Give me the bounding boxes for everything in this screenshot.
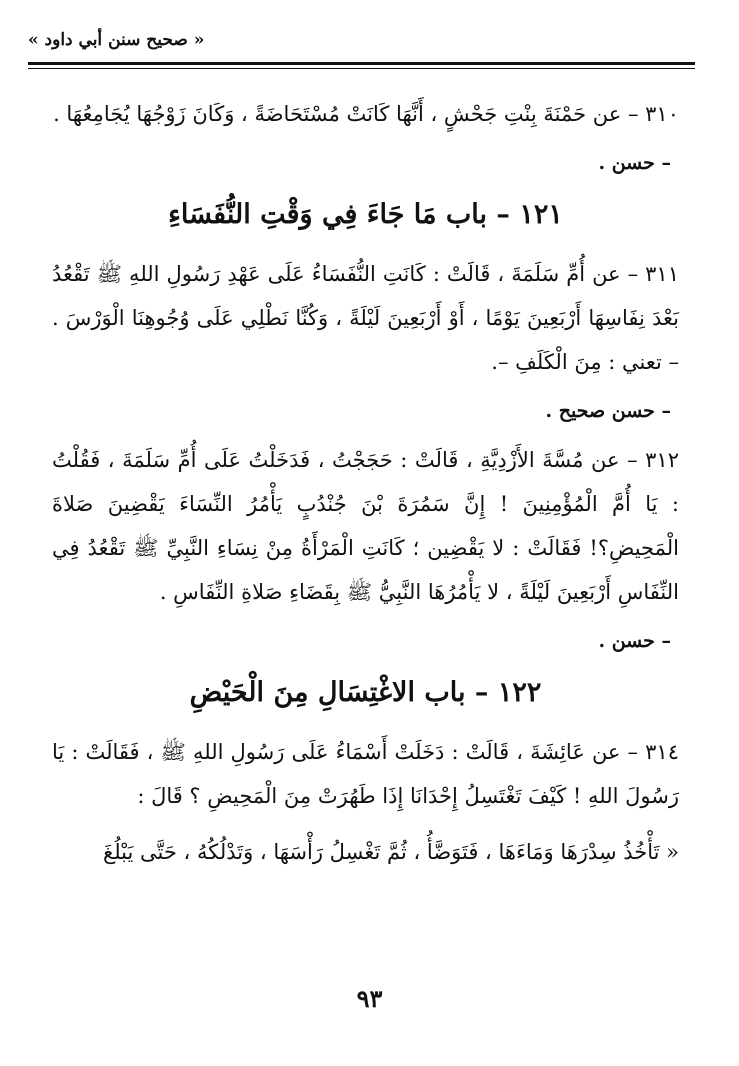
hadith-312-grade: – حسن . xyxy=(598,630,671,652)
hadith-312-text: ٣١٢ – عن مُسَّةَ الأَزْدِيَّةِ ، قَالَتْ : حَجَجْتُ ، فَدَخَلْتُ عَلَى أُمِّ سَلَمَةَ ، فَقُلْتُ : يَا أُمَّ الْمُؤْمِنِينَ ! إِنَّ سَمُرَةَ بْنَ جُنْدُبٍ يَأْمُرُ النِّسَاءَ يَقْضِينَ صَلاةَ الْمَحِيضِ؟! فَقَالَتْ : لا يَقْضِين ؛ كَانَتِ الْمَرْأَةُ مِنْ نِسَاءِ النَّبِيِّ ﷺ تَقْعُدُ فِي النِّفَاسِ أَرْبَعِينَ لَيْلَةً ، لا يَأْمُرُهَا النَّبِيُّ ﷺ بِقَضَاءِ صَلاةِ النِّفَاسِ . xyxy=(52,448,679,604)
hadith-310-text: ٣١٠ – عن حَمْنَةَ بِنْتِ جَحْشٍ ، أَنَّهَا كَانَتْ مُسْتَحَاضَةً ، وَكَانَ زَوْجُهَا يُجَامِعُهَا . xyxy=(53,102,679,126)
hadith-310-grade: – حسن . xyxy=(598,152,671,174)
page-number: ٩٣ xyxy=(356,984,383,1013)
hadith-311-grade: – حسن صحيح . xyxy=(545,400,671,422)
header-rule-thin xyxy=(28,68,695,69)
chapter-121-heading: ١٢١ – باب مَا جَاءَ فِي وَقْتِ النُّفَسَاءِ xyxy=(168,199,563,230)
header-rule-thick xyxy=(28,62,695,65)
hadith-314-text: ٣١٤ – عن عَائِشَةَ ، قَالَتْ : دَخَلَتْ أَسْمَاءُ عَلَى رَسُولِ اللهِ ﷺ ، فَقَالَتْ : يَا رَسُولَ اللهِ ! كَيْفَ تَغْتَسِلُ إِحْدَانَا إِذَا طَهُرَتْ مِنَ الْمَحِيضِ ؟ قَالَ : xyxy=(52,740,679,808)
hadith-311-text: ٣١١ – عن أُمِّ سَلَمَةَ ، قَالَتْ : كَانَتِ النُّفَسَاءُ عَلَى عَهْدِ رَسُولِ اللهِ ﷺ تَقْعُدُ بَعْدَ نِفَاسِهَا أَرْبَعِينَ يَوْمًا ، أَوْ أَرْبَعِينَ لَيْلَةً ، وَكُنَّا نَطْلِي عَلَى وُجُوهِنَا الْوَرْسَ . – تعني : مِنَ الْكَلَفِ –. xyxy=(52,262,679,374)
hadith-314-continuation: « تَأْخُذُ سِدْرَهَا وَمَاءَهَا ، فَتَوَضَّأُ ، ثُمَّ تَغْسِلُ رَأْسَهَا ، وَتَدْلُكُهُ ، حَتَّى يَبْلُغَ xyxy=(103,840,679,864)
page-content xyxy=(52,92,679,874)
running-head: « صحيح سنن أبي داود » xyxy=(28,30,205,50)
chapter-122-heading: ١٢٢ – باب الاغْتِسَالِ مِنَ الْحَيْضِ xyxy=(189,677,542,708)
